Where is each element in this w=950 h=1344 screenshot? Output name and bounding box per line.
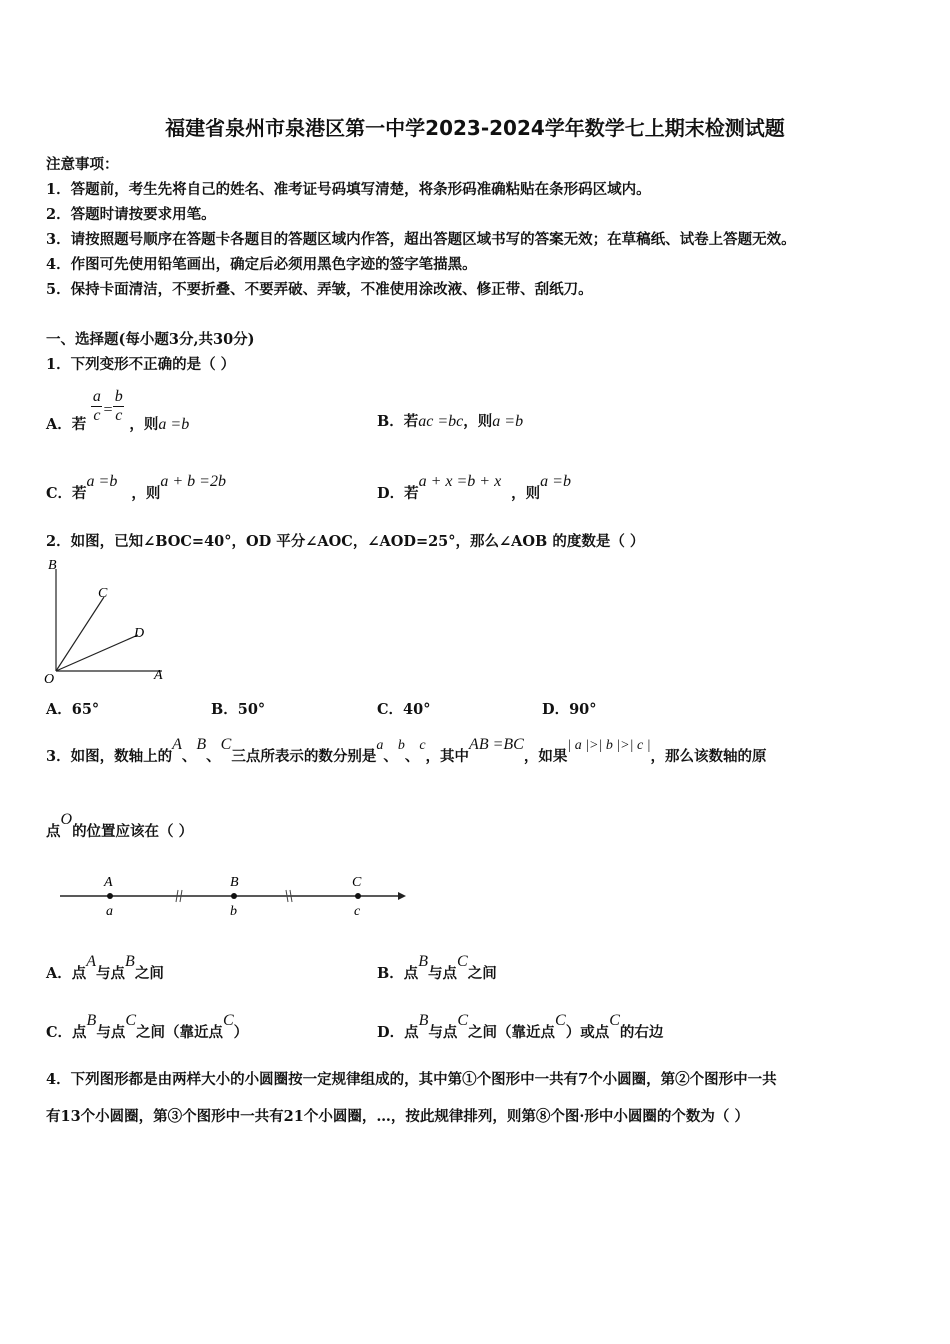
q2-option: A．65° [46, 701, 100, 718]
section-heading: 一、选择题(每小题3分,共30分) [46, 331, 255, 348]
label-c: C [98, 586, 108, 601]
q3-option-a: A．点A与点B之间 [46, 953, 164, 982]
q4-stem-line1: 4．下列图形都是由两样大小的小圆圈按一定规律组成的，其中第①个图形中一共有7个小圆圈，第②个图形中一共 [46, 1071, 777, 1088]
q2-stem: 2．如图，已知∠BOC=40°，OD 平分∠AOC，∠AOD=25°，那么∠AOB 的度数是（ ） [46, 533, 645, 550]
label-C: C [352, 875, 362, 890]
q3-stem-line1: 3．如图，数轴上的A、B、C三点所表示的数分别是a、b、c，其中AB =BC，如果| a |>| b |>| c |，那么该数轴的原 [46, 736, 767, 765]
q2-option: C．40° [377, 701, 431, 718]
q4-stem-line2: 有13个小圆圈，第③个图形中一共有21个小圆圈，…，按此规律排列，则第⑧个图·形中小圆圈的个数为（ ） [46, 1108, 749, 1125]
point-c [355, 893, 361, 899]
q3-option-d: D．点B与点C之间（靠近点C）或点C的右边 [377, 1012, 664, 1041]
q1-option-a: A．若 $\frac{a}{c}$ = $\frac{b}{c}$ ，则a =b [46, 388, 190, 433]
label-a: a [106, 904, 113, 919]
q1-option-d: D．若a + x =b + x，则a =b [377, 473, 571, 502]
q1-option-c: C．若a =b，则a + b =2b [46, 473, 226, 502]
label-c: c [354, 904, 361, 919]
point-b [231, 893, 237, 899]
notice-item: 3．请按照题号顺序在答题卡各题目的答题区域内作答，超出答题区域书写的答案无效；在草稿纸、试卷上答题无效。 [46, 231, 796, 248]
notice-item: 5．保持卡面清洁，不要折叠、不要弄破、弄皱，不准使用涂改液、修正带、刮纸刀。 [46, 281, 593, 298]
page-title: 福建省泉州市泉港区第一中学2023-2024学年数学七上期末检测试题 [165, 116, 785, 140]
q1-option-b: B．若ac =bc，则a =b [377, 413, 524, 430]
label-b: B [48, 558, 57, 573]
label-b: b [230, 904, 237, 919]
q2-angle-figure [40, 555, 180, 685]
option-label: A．若 [46, 415, 87, 433]
q3-stem-line2: 点O的位置应该在（ ） [46, 811, 194, 840]
label-A: A [104, 875, 113, 890]
fraction: $\frac{a}{c}$ [92, 388, 101, 424]
label-a: A [154, 668, 163, 683]
label-d: D [134, 626, 145, 641]
q3-option-c: C．点B与点C之间（靠近点C） [46, 1012, 249, 1041]
notice-heading: 注意事项： [46, 156, 119, 173]
point-a [107, 893, 113, 899]
notice-item: 1．答题前，考生先将自己的姓名、准考证号码填写清楚，将条形码准确粘贴在条形码区域内。 [46, 181, 651, 198]
label-B: B [230, 875, 239, 890]
q2-option: B．50° [211, 701, 266, 718]
fraction: $\frac{b}{c}$ [114, 388, 123, 424]
notice-item: 2．答题时请按要求用笔。 [46, 206, 216, 223]
q1-stem: 1．下列变形不正确的是（ ） [46, 356, 236, 373]
notice-item: 4．作图可先使用铅笔画出，确定后必须用黑色字迹的签字笔描黑。 [46, 256, 477, 273]
label-o: O [44, 672, 55, 685]
q2-option: D．90° [542, 701, 597, 718]
q3-option-b: B．点B与点C之间 [377, 953, 497, 982]
axis-arrow [398, 892, 406, 900]
q3-number-line [56, 868, 416, 924]
